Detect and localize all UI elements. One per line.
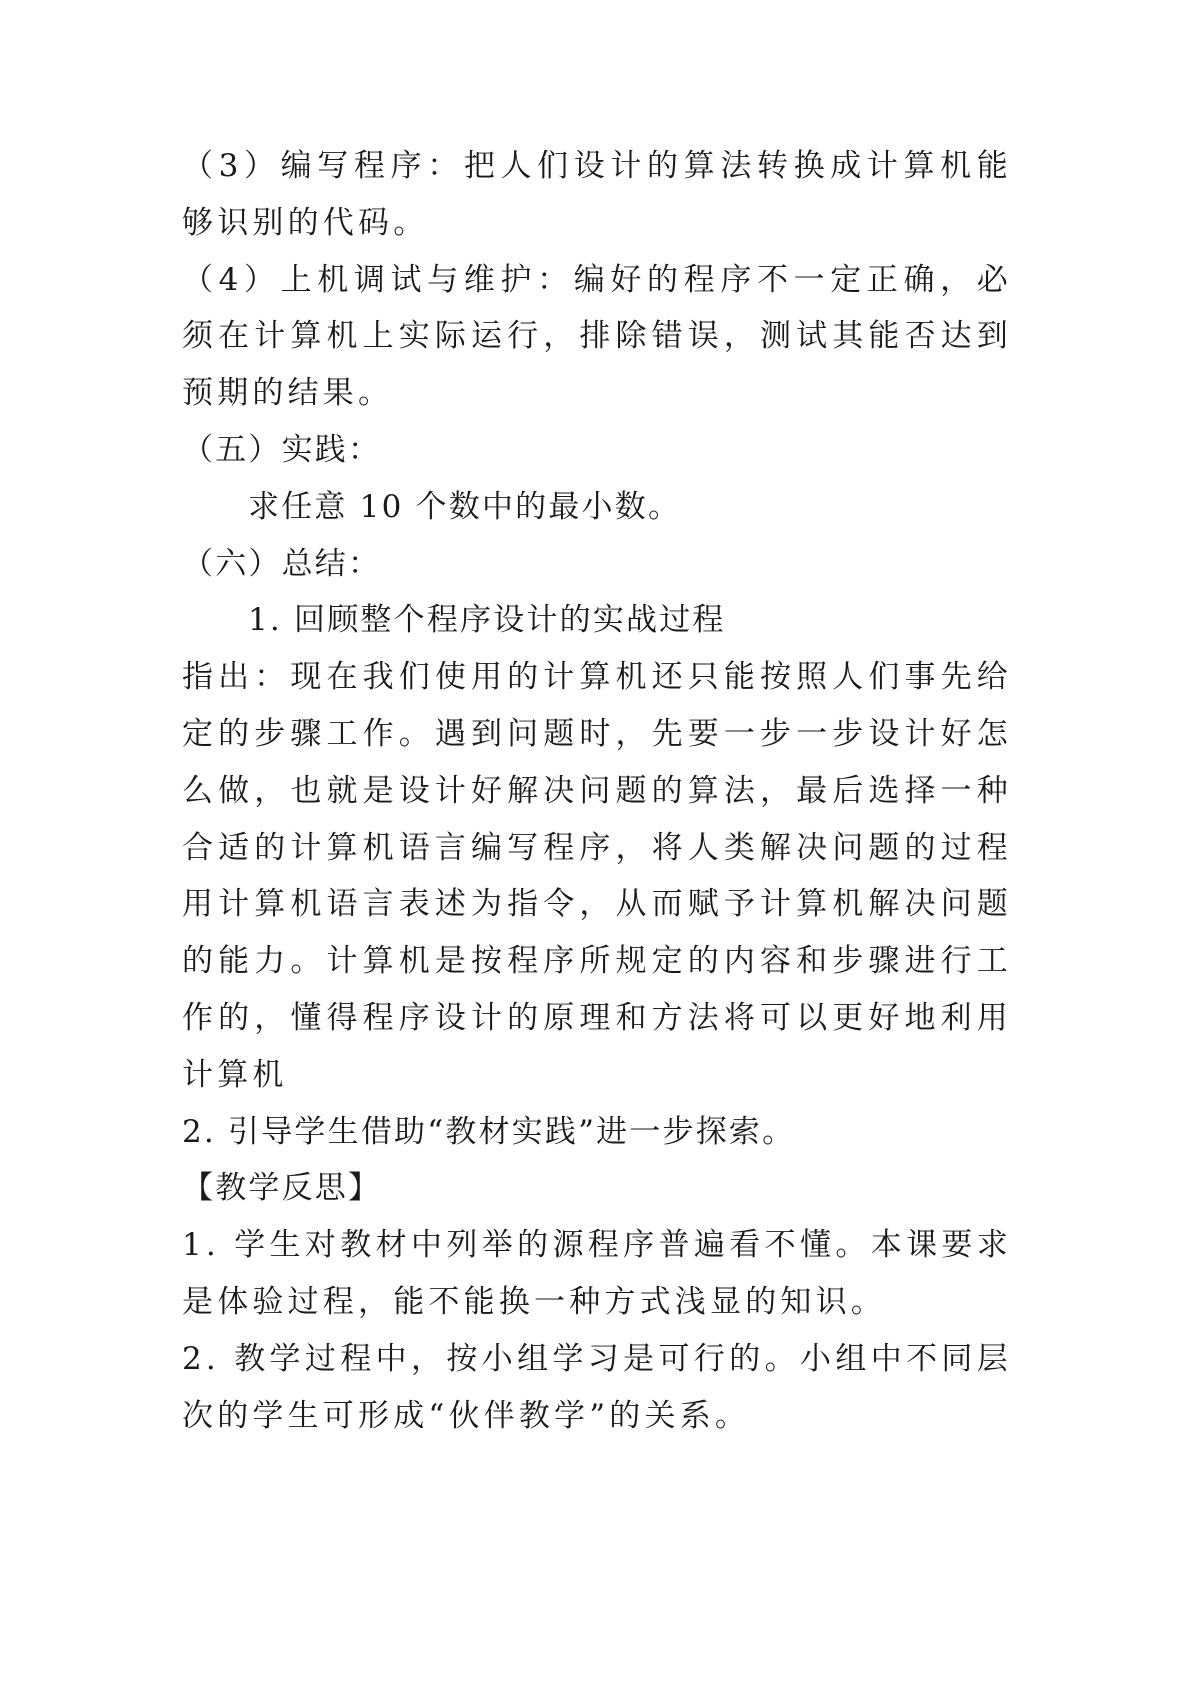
summary-explanation: 指出：现在我们使用的计算机还只能按照人们事先给定的步骤工作。遇到问题时，先要一步一步设计好怎么做，也就是设计好解决问题的算法，最后选择一种合适的计算机语言编写程序，将人类解决问题的过程用计算机语言表述为指令，从而赋予计算机解决问题的能力。计算机是按程序所规定的内容和步骤进行工作的，懂得程序设计的原理和方法将可以更好地利用计算机: [182, 659, 1012, 1093]
section-5-heading: （五）实践：: [182, 431, 382, 468]
summary-item-2: 2. 引导学生借助“教材实践”进一步探索。: [182, 1113, 796, 1150]
reflection-heading: 【教学反思】: [182, 1170, 382, 1207]
section-6-heading: （六）总结：: [182, 545, 382, 582]
step-4-debug-maintain: （4）上机调试与维护：编好的程序不一定正确，必须在计算机上实际运行，排除错误，测试其能否达到预期的结果。: [182, 261, 1012, 412]
document-body: [182, 138, 1012, 1444]
reflection-item-1: 1. 学生对教材中列举的源程序普遍看不懂。本课要求是体验过程，能不能换一种方式浅显的知识。: [182, 1227, 1012, 1320]
reflection-item-2: 2. 教学过程中，按小组学习是可行的。小组中不同层次的学生可形成“伙伴教学”的关系。: [182, 1340, 1012, 1434]
practice-task: 求任意 10 个数中的最小数。: [248, 488, 682, 525]
summary-item-1: 1. 回顾整个程序设计的实战过程: [248, 602, 726, 639]
step-3-write-program: （3）编写程序：把人们设计的算法转换成计算机能够识别的代码。: [182, 148, 1012, 241]
